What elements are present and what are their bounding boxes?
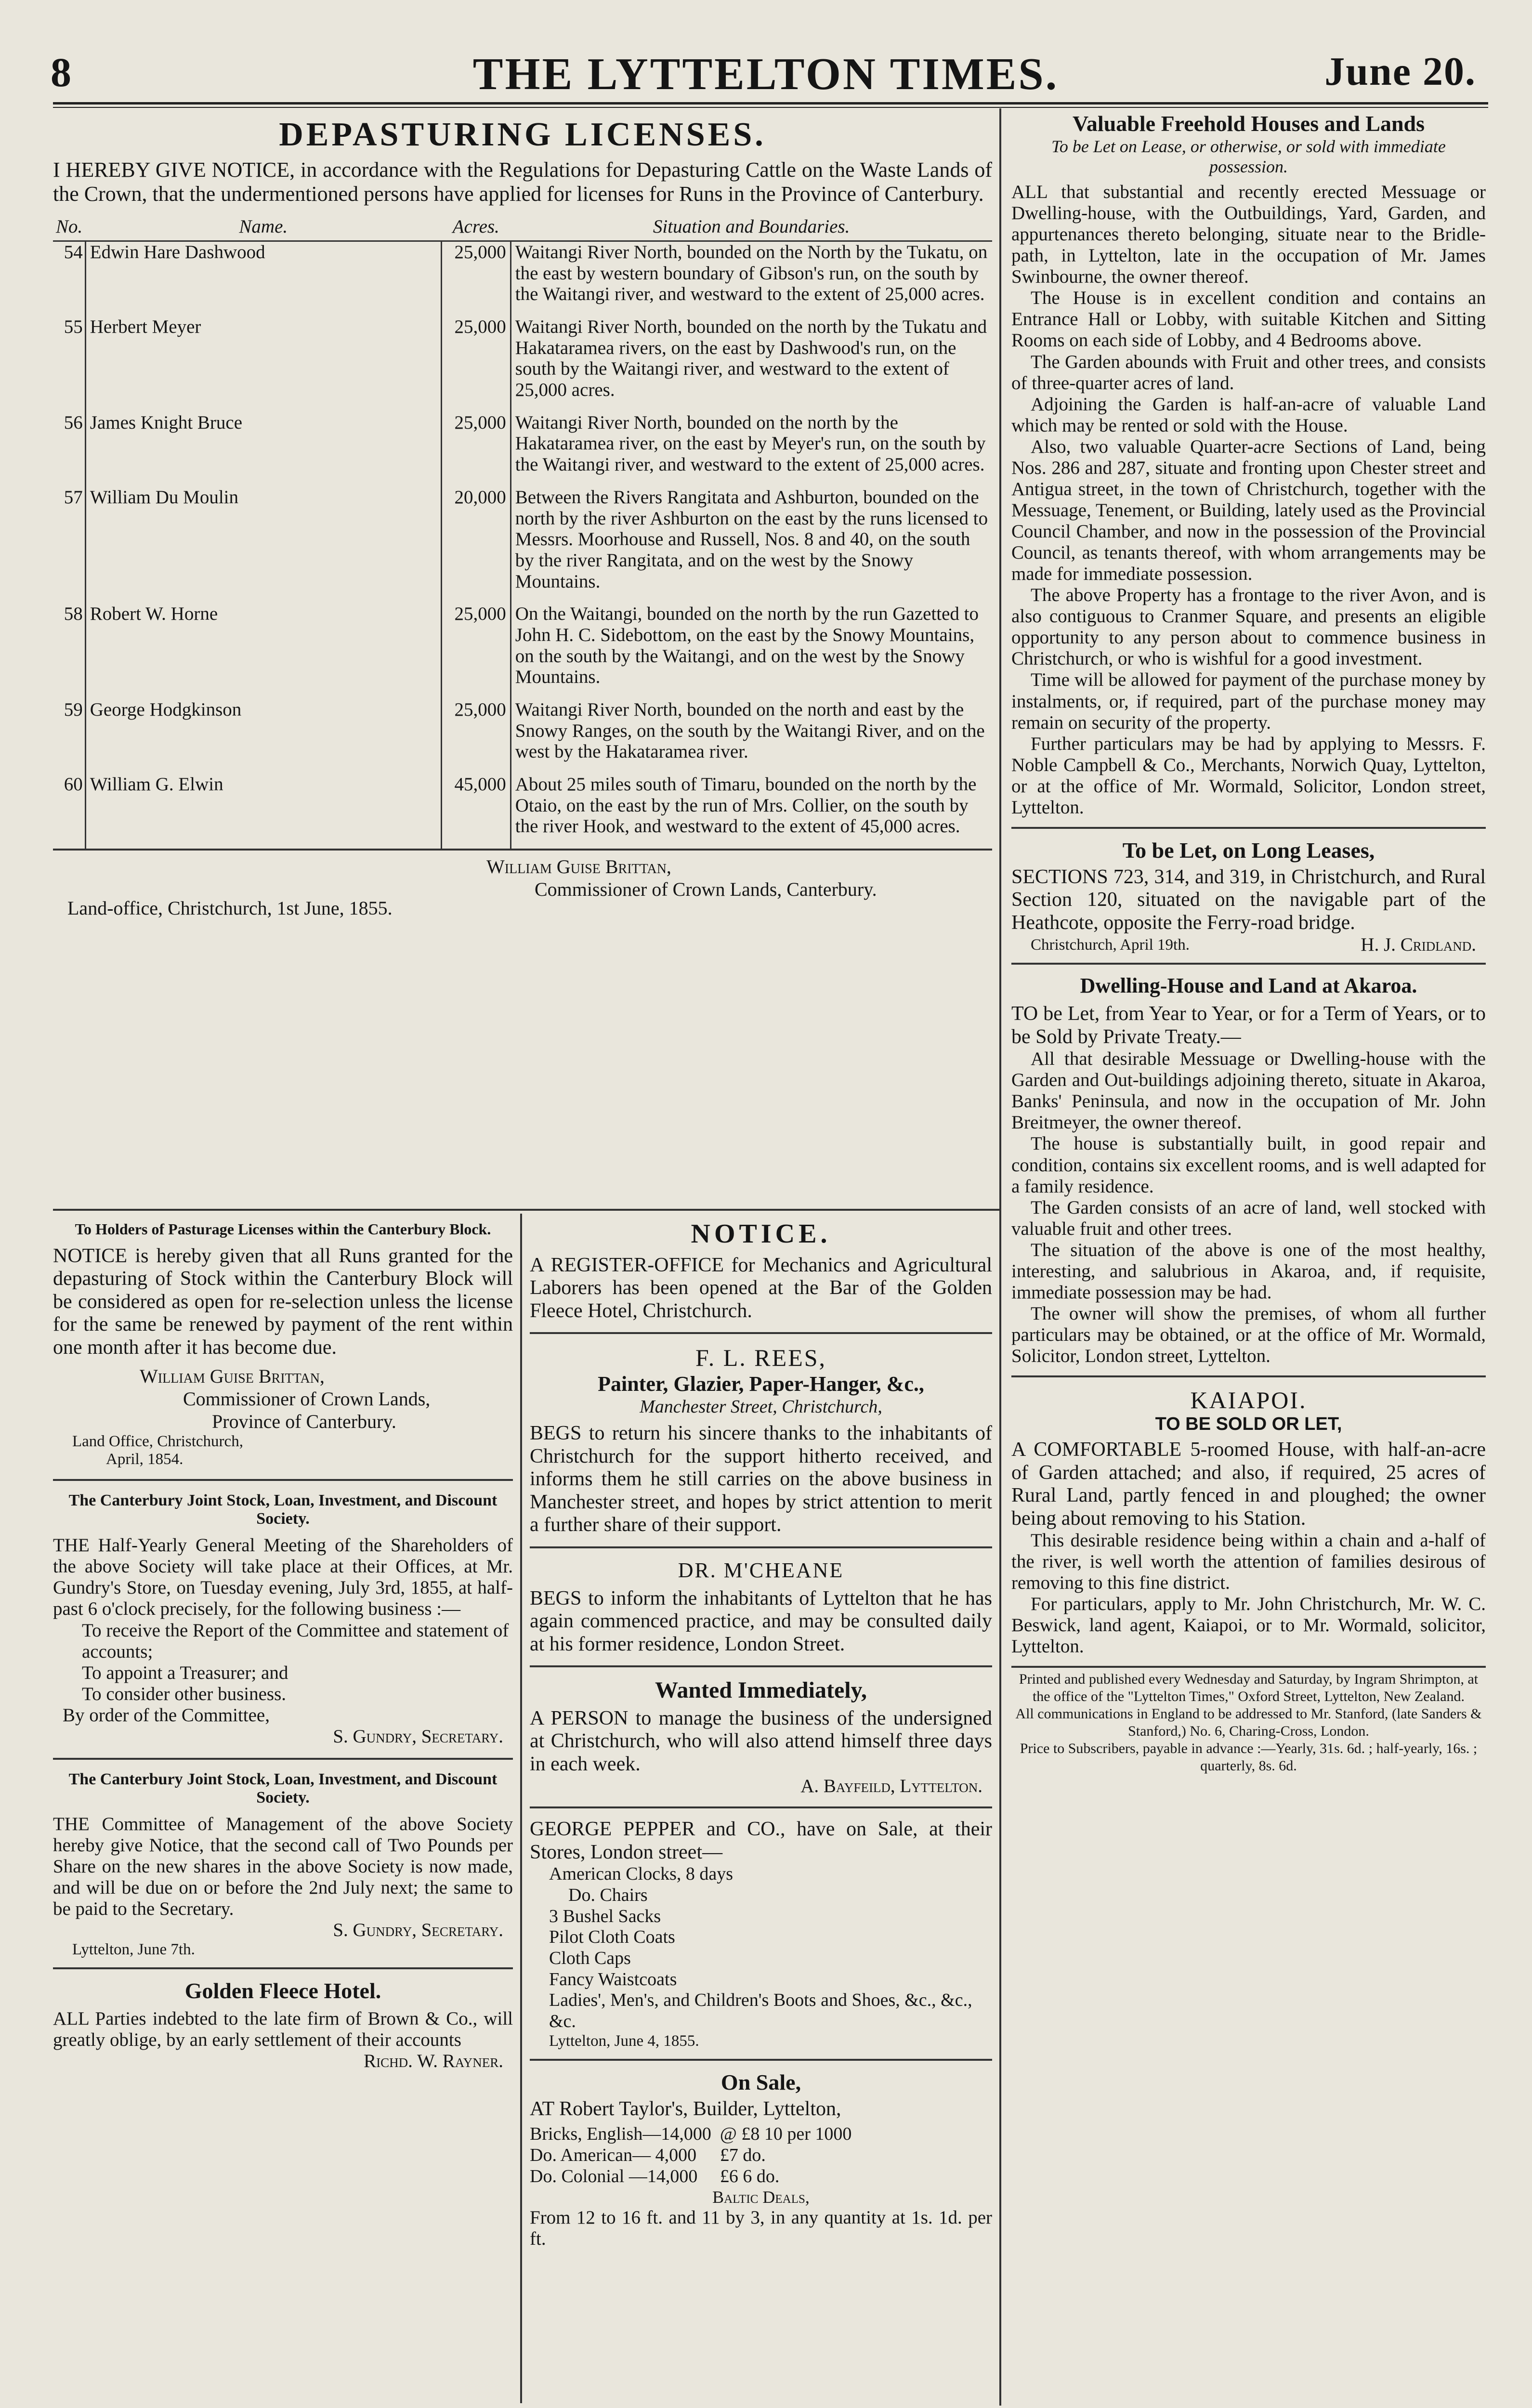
meeting-item: To appoint a Treasurer; and (82, 1662, 288, 1683)
holders-signer-title: Commissioner of Crown Lands, (183, 1388, 431, 1410)
column-divider (999, 108, 1001, 2406)
freehold-paragraph: Time will be allowed for payment of the purchase money by instalments, or, if required, part of the purchase money may remain on security of the property. (1011, 669, 1486, 733)
goods-item: Do. Chairs (568, 1885, 648, 1905)
goods-item: 3 Bushel Sacks (549, 1906, 661, 1926)
sections-body: SECTIONS 723, 314, and 319, in Christchurch, and Rural Section 120, situated on the navigable part of the Heathcote, opposite the Ferry-road bridge. (1011, 865, 1486, 934)
row-no: 57 (53, 487, 85, 603)
row-situation: Waitangi River North, bounded on the North by the Tukatu, on the east by western boundary of Gibson's run, on the south by the Waitangi river, and westward to the extent of 25,000 acres. (515, 242, 988, 305)
freehold-paragraph: The House is in excellent condition and contains an Entrance Hall or Lobby, with suitable Kitchen and Sitting Rooms on each side of Lobby, and 4 Bedrooms above. (1011, 288, 1486, 351)
imprint-line: Price to Subscribers, payable in advance :—Yearly, 31s. 6d. ; half-yearly, 16s. ; quarterly, 8s. 6d. (1020, 1741, 1478, 1774)
freehold-paragraph: Also, two valuable Quarter-acre Sections of Land, being Nos. 286 and 287, situate and fronting upon Chester street and Antigua street, in the town of Christchurch, together with the Messuage, Tenement, or Building, lately used as the Provincial Council Chamber, and now in the possession of the Provincial Council, as tenants thereof, with whom arrangements may be made for immediate possession. (1011, 436, 1486, 585)
section-rule (53, 1758, 513, 1760)
meeting-item: To receive the Report of the Committee and statement of accounts; (82, 1620, 509, 1662)
mcheane-body: BEGS to inform the inhabitants of Lyttelton that he has again commenced practice, and may be consulted daily at his former residence, London Street. (530, 1587, 992, 1655)
freehold-paragraph: Further particulars may be had by applying to Messrs. F. Noble Campbell & Co., Merchants, Norwich Quay, Lyttelton, or at the office of Mr. Wormald, Solicitor, London street, Lyttelton. (1011, 733, 1486, 818)
row-situation: Between the Rivers Rangitata and Ashburton, bounded on the north by the river Ashburton on the east by the runs licensed to Messrs. Moorhouse and Russell, Nos. 8 and 40, on the south by the river Rangitata, and on the west by the Snowy Mountains. (515, 486, 988, 592)
meeting-body: THE Half-Yearly General Meeting of the Shareholders of the above Society will take place at their Offices, at Mr. Gundry's Store, on Tuesday evening, July 3rd, 1855, at half-past 6 o'clock precisely, for the following business :— (53, 1535, 513, 1620)
depasturing-signer-title: Commissioner of Crown Lands, Canterbury. (535, 878, 877, 900)
holders-signer: William Guise Brittan, (140, 1365, 325, 1387)
row-acres: 45,000 (441, 774, 511, 849)
section-rule (53, 1479, 513, 1481)
section-rule (530, 1332, 992, 1334)
mcheane-heading: DR. M'CHEANE (678, 1558, 844, 1582)
canterbury-call (53, 1770, 513, 1959)
newspaper-title: THE LYTTELTON TIMES. (472, 49, 1059, 99)
pepper-dateline: Lyttelton, June 4, 1855. (549, 2032, 699, 2050)
sections-advert (1011, 838, 1486, 954)
akaroa-paragraph: The situation of the above is one of the most healthy, interesting, and salubrious in Akaroa, and, if requisite, immediate possession may be had. (1011, 1239, 1486, 1303)
row-no: 59 (53, 699, 85, 774)
freehold-paragraph: Adjoining the Garden is half-an-acre of valuable Land which may be rented or sold with the House. (1011, 393, 1486, 436)
akaroa-heading: Dwelling-House and Land at Akaroa. (1080, 974, 1417, 998)
goods-item: American Clocks, 8 days (549, 1864, 733, 1885)
row-acres: 25,000 (441, 699, 511, 774)
freehold-subheading: To be Let on Lease, or otherwise, or sold with immediate possession. (1051, 137, 1446, 176)
imprint-line: All communications in England to be addressed to Mr. Stanford, (late Sanders & Stanford,) No. 6, Charing-Cross, London. (1015, 1706, 1482, 1740)
row-situation: On the Waitangi, bounded on the north by the run Gazetted to John H. C. Sidebottom, on the east by the Snowy Mountains, on the south by the Waitangi, and on the west by the Snowy Mountains. (515, 603, 979, 688)
taylor-deals: Baltic Deals, (712, 2187, 810, 2207)
table-row (53, 241, 992, 317)
goods-item: Pilot Cloth Coats (549, 1927, 675, 1948)
depasturing-heading: DEPASTURING LICENSES. (279, 116, 766, 153)
masthead-rule (53, 102, 1488, 105)
depasturing-dateline: Land-office, Christchurch, 1st June, 1855. (67, 897, 393, 919)
row-name: Edwin Hare Dashwood (90, 242, 265, 263)
kaiapoi-advert (1011, 1386, 1486, 1657)
row-no: 56 (53, 412, 85, 487)
row-acres: 20,000 (441, 487, 511, 603)
mcheane-advert (530, 1558, 992, 1656)
akaroa-paragraph: TO be Let, from Year to Year, or for a Term of Years, or to be Sold by Private Treaty.— (1011, 1003, 1486, 1048)
table-row (53, 487, 992, 603)
page-number: 8 (51, 49, 71, 95)
holders-dateline: Land Office, Christchurch, (72, 1433, 243, 1451)
goods-item: Cloth Caps (549, 1948, 631, 1969)
goods-item: Ladies', Men's, and Children's Boots and Shoes, &c., &c., &c. (549, 1990, 972, 2032)
row-acres: 25,000 (441, 316, 511, 412)
wanted-signer: A. Bayfeild, Lyttelton. (800, 1776, 982, 1797)
sections-dateline: Christchurch, April 19th. (1031, 936, 1190, 954)
col-header-name: Name. (85, 213, 441, 241)
table-row (530, 2166, 860, 2187)
holders-dateline-date: April, 1854. (106, 1451, 183, 1468)
row-situation: Waitangi River North, bounded on the north by the Hakataramea river, on the east by Meyer's run, on the south by the Waitangi river, and westward to the extent of 25,000 acres. (515, 412, 986, 475)
akaroa-paragraph: The owner will show the premises, of whom all further particulars may be obtained, or at the office of Mr. Wormald, Solicitor, London street, Lyttelton. (1011, 1303, 1486, 1367)
rees-trade: Painter, Glazier, Paper-Hanger, &c., (598, 1372, 924, 1396)
freehold-paragraph: The Garden abounds with Fruit and other trees, and consists of three-quarter acres of land. (1011, 351, 1486, 393)
akaroa-paragraph: The house is substantially built, in good repair and condition, contains six excellent rooms, and is well adapted for a family residence. (1011, 1133, 1486, 1197)
holders-notice (53, 1220, 513, 1468)
akaroa-paragraph: The Garden consists of an acre of land, well stocked with valuable fruit and other trees. (1011, 1197, 1486, 1239)
call-body: THE Committee of Management of the above Society hereby give Notice, that the second call of Two Pounds per Share on the new shares in the above Society is now made, and will be due on or before the 2nd July next; the same to be paid to the Secretary. (53, 1813, 513, 1920)
golden-fleece-body: ALL Parties indebted to the late firm of Brown & Co., will greatly oblige, by an early settlement of their accounts (53, 2008, 513, 2051)
wanted-heading: Wanted Immediately, (655, 1677, 867, 1703)
table-row (53, 774, 992, 849)
imprint-line: Printed and published every Wednesday and Saturday, by Ingram Shrimpton, at the office of the "Lyttelton Times," Oxford Street, Lyttelton, New Zealand. (1019, 1671, 1479, 1705)
row-name: William G. Elwin (90, 773, 223, 795)
meeting-order: By order of the Committee, (63, 1704, 270, 1726)
table-row (53, 316, 992, 412)
section-rule (1011, 1666, 1486, 1668)
sections-signer: H. J. Cridland. (1361, 934, 1476, 955)
holders-body: NOTICE is hereby given that all Runs granted for the depasturing of Stock within the Canterbury Block will be considered as open for re-selection unless the license for the same be renewed by payment of the rent within one month after it has become due. (53, 1245, 513, 1359)
kaiapoi-heading: KAIAPOI. (1190, 1387, 1307, 1414)
row-no: 60 (53, 774, 85, 849)
row-name: George Hodgkinson (90, 699, 242, 720)
freehold-advert (1011, 111, 1486, 818)
freehold-paragraph: ALL that substantial and recently erected Messuage or Dwelling-house, with the Outbuildings, Yard, Garden, and appurtenances thereto belonging, situate near to the Bridle-path, in Lyttelton, late in the occupation of Mr. James Swinbourne, the owner thereof. (1011, 182, 1486, 288)
section-rule (530, 1546, 992, 1548)
col-header-acres: Acres. (441, 213, 511, 241)
col-header-no: No. (53, 213, 85, 241)
taylor-heading: On Sale, (720, 2069, 801, 2094)
call-heading: The Canterbury Joint Stock, Loan, Investment, and Discount Society. (68, 1770, 498, 1806)
table-row (530, 2145, 860, 2166)
call-signer: S. Gundry, Secretary. (333, 1920, 503, 1941)
masthead-rule-thin (53, 107, 1488, 108)
table-row (53, 603, 992, 699)
issue-date: June 20. (1324, 49, 1476, 94)
akaroa-advert (1011, 973, 1486, 1367)
row-situation: Waitangi River North, bounded on the north by the Tukatu and Hakataramea rivers, on the east by Dashwood's run, on the south by the Waitangi river, and westward to the extent of 25,000 acres. (515, 316, 987, 401)
price-value: @ £8 10 per 1000 (720, 2124, 852, 2145)
notice-body: A REGISTER-OFFICE for Mechanics and Agricultural Laborers has been opened at the Bar of the Golden Fleece Hotel, Christchurch. (530, 1254, 992, 1322)
table-bottom-rule (53, 849, 992, 851)
taylor-advert (530, 2069, 992, 2250)
table-row (53, 699, 992, 774)
golden-fleece-notice (53, 1978, 513, 2072)
price-item: Bricks, English—14,000 (530, 2124, 711, 2145)
row-name: Robert W. Horne (90, 603, 218, 625)
row-acres: 25,000 (441, 412, 511, 487)
left-column (53, 1218, 513, 2403)
right-column (1011, 111, 1486, 2403)
price-value: £6 6 do. (720, 2166, 780, 2187)
section-rule (530, 1665, 992, 1667)
freehold-heading: Valuable Freehold Houses and Lands (1072, 111, 1425, 136)
golden-fleece-signer: Richd. W. Rayner. (364, 2051, 503, 2072)
brick-prices (530, 2123, 860, 2187)
row-situation: About 25 miles south of Timaru, bounded on the north by the Otaio, on the east by the run of Mrs. Collier, on the south by the river Hook, and westward to the extent of 45,000 acres. (515, 773, 977, 837)
price-item: Do. Colonial —14,000 (530, 2166, 698, 2187)
rees-name: F. L. REES, (695, 1344, 827, 1372)
row-name: James Knight Bruce (90, 412, 243, 433)
section-rule (53, 1209, 999, 1211)
taylor-intro: AT Robert Taylor's, Builder, Lyttelton, (530, 2097, 841, 2120)
row-name: Herbert Meyer (90, 316, 201, 338)
golden-fleece-heading: Golden Fleece Hotel. (184, 1978, 381, 2003)
meeting-heading: The Canterbury Joint Stock, Loan, Investment, and Discount Society. (68, 1492, 498, 1528)
masthead (46, 46, 1486, 99)
price-item: Do. American— 4,000 (530, 2145, 697, 2166)
register-office-notice (530, 1218, 992, 1322)
middle-column (530, 1218, 992, 2403)
rees-advert (530, 1344, 992, 1536)
freehold-paragraph: The above Property has a frontage to the river Avon, and is also contiguous to Cranmer Square, and presents an eligible opportunity to any person about to commence business in Christchurch, or who is wishful for a good investment. (1011, 585, 1486, 669)
sections-heading: To be Let, on Long Leases, (1122, 838, 1375, 863)
pepper-advert (530, 1818, 992, 2050)
row-situation: Waitangi River North, bounded on the north and east by the Snowy Ranges, on the south by the Waitangi River, and on the west by the Hakataramea river. (515, 699, 985, 762)
section-rule (530, 2059, 992, 2061)
wanted-advert (530, 1677, 992, 1797)
pepper-intro: GEORGE PEPPER and CO., have on Sale, at their Stores, London street— (530, 1818, 992, 1863)
call-dateline: Lyttelton, June 7th. (72, 1941, 195, 1959)
pepper-goods (530, 1864, 992, 2032)
row-acres: 25,000 (441, 241, 511, 317)
row-no: 58 (53, 603, 85, 699)
notice-heading: NOTICE. (691, 1219, 831, 1249)
row-name: William Du Moulin (90, 486, 239, 508)
section-rule (1011, 963, 1486, 965)
meeting-item: To consider other business. (82, 1683, 287, 1704)
row-no: 54 (53, 241, 85, 317)
meeting-signer: S. Gundry, Secretary. (333, 1726, 503, 1747)
canterbury-meeting (53, 1492, 513, 1747)
imprint (1011, 1671, 1486, 1775)
goods-item: Fancy Waistcoats (549, 1969, 677, 1989)
row-acres: 25,000 (441, 603, 511, 699)
section-rule (530, 1806, 992, 1808)
akaroa-paragraph: All that desirable Messuage or Dwelling-house with the Garden and Out-buildings adjoining thereto, situate in Akaroa, Banks' Peninsula, and now in the occupation of Mr. John Breitmeyer, the owner thereof. (1011, 1048, 1486, 1133)
table-row (530, 2123, 860, 2145)
column-divider (520, 1214, 522, 2403)
kaiapoi-paragraph: For particulars, apply to Mr. John Christchurch, Mr. W. C. Beswick, land agent, Kaiapoi, or to Mr. Wormald, solicitor, Lyttelton. (1011, 1594, 1486, 1657)
kaiapoi-paragraph: This desirable residence being within a chain and a-half of the river, is well worth the attention of families desirous of removing to this fine district. (1011, 1530, 1486, 1594)
depasturing-intro: I HEREBY GIVE NOTICE, in accordance with the Regulations for Depasturing Cattle on the Waste Lands of the Crown, that the undermentioned persons have applied for licenses for Runs in the Province of Canterbury. (53, 158, 992, 206)
price-value: £7 do. (720, 2145, 766, 2166)
depasturing-licenses (53, 111, 992, 1209)
wanted-body: A PERSON to manage the business of the undersigned at Christchurch, who will also attend himself three days in each week. (530, 1707, 992, 1775)
holders-heading: To Holders of Pasturage Licenses within the Canterbury Block. (75, 1220, 491, 1238)
taylor-deals-text: From 12 to 16 ft. and 11 by 3, in any quantity at 1s. 1d. per ft. (530, 2207, 992, 2250)
kaiapoi-subheading: TO BE SOLD OR LET, (1155, 1414, 1342, 1435)
table-row (53, 412, 992, 487)
license-table (53, 213, 992, 848)
section-rule (1011, 1375, 1486, 1377)
rees-body: BEGS to return his sincere thanks to the inhabitants of Christchurch for the support hitherto received, and informs them he still carries on the above business in Manchester street, and hopes by strict attention to merit a further share of their support. (530, 1422, 992, 1536)
section-rule (53, 1967, 513, 1969)
rees-address: Manchester Street, Christchurch, (640, 1397, 882, 1417)
kaiapoi-paragraph: A COMFORTABLE 5-roomed House, with half-an-acre of Garden attached; and also, if required, 25 acres of Rural Land, partly fenced in and ploughed; the owner being about removing to his Station. (1011, 1439, 1486, 1530)
section-rule (1011, 827, 1486, 829)
col-header-situation: Situation and Boundaries. (511, 213, 992, 241)
holders-signer-province: Province of Canterbury. (212, 1411, 396, 1433)
row-no: 55 (53, 316, 85, 412)
depasturing-signer: William Guise Brittan, (486, 855, 671, 877)
